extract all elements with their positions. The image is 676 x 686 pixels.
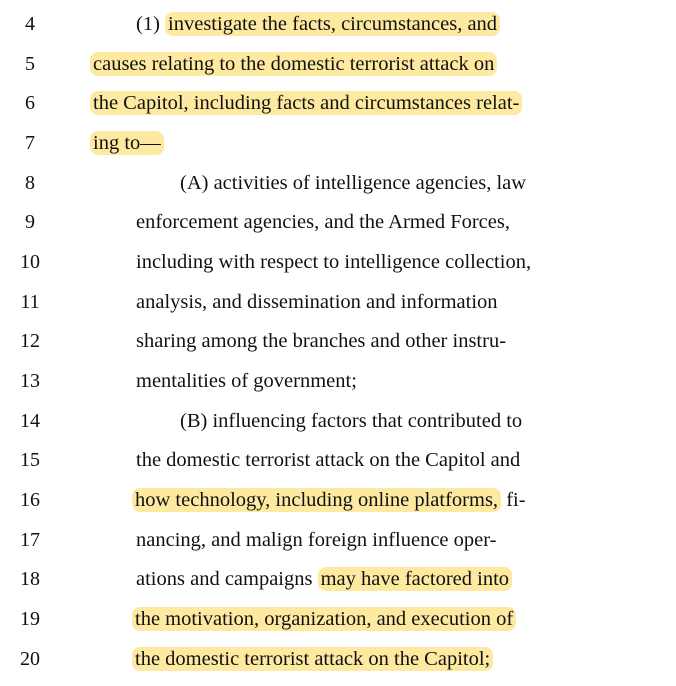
highlighted-text: causes relating to the domestic terrorist attack on — [90, 52, 497, 76]
text-line: nancing, and malign foreign influence oper- — [136, 529, 497, 551]
highlighted-text: the domestic terrorist attack on the Capitol; — [132, 647, 493, 671]
highlighted-text: how technology, including online platforms, — [132, 488, 501, 512]
text-line: analysis, and dissemination and information — [136, 291, 498, 313]
line-number: 9 — [25, 211, 35, 233]
line-number: 4 — [25, 13, 35, 35]
line-number: 16 — [20, 489, 40, 511]
line-number: 13 — [20, 370, 40, 392]
line-number: 20 — [20, 648, 40, 670]
line-number: 17 — [20, 529, 40, 551]
text-segment: (1) — [136, 13, 166, 35]
line-number: 19 — [20, 608, 40, 630]
line-number: 15 — [20, 449, 40, 471]
text-line: (A) activities of intelligence agencies, law — [180, 172, 527, 194]
line-number: 8 — [25, 172, 35, 194]
line-number: 5 — [25, 53, 35, 75]
text-line — [132, 645, 493, 673]
text-segment: fi- — [501, 489, 526, 511]
text-line: sharing among the branches and other instru- — [136, 330, 507, 352]
line-number: 10 — [20, 251, 40, 273]
text-line — [90, 89, 522, 117]
text-segment: ations and campaigns — [136, 568, 318, 590]
text-line: the domestic terrorist attack on the Capitol and — [136, 449, 521, 471]
text-line — [132, 486, 526, 514]
text-line: including with respect to intelligence collection, — [136, 251, 532, 273]
line-number: 14 — [20, 410, 40, 432]
highlighted-text: the Capitol, including facts and circumstances relat- — [90, 91, 522, 115]
text-line — [90, 50, 497, 78]
line-number: 7 — [25, 132, 35, 154]
line-number: 11 — [20, 291, 40, 313]
highlighted-text: investigate the facts, circumstances, and — [165, 12, 500, 36]
highlighted-text: the motivation, organization, and execution of — [132, 607, 516, 631]
line-number: 6 — [25, 92, 35, 114]
text-line: mentalities of government; — [136, 370, 357, 392]
text-line — [90, 129, 164, 157]
highlighted-text: may have factored into — [318, 567, 512, 591]
text-line: enforcement agencies, and the Armed Forces, — [136, 211, 510, 233]
text-line — [132, 605, 516, 633]
text-line — [136, 10, 500, 38]
line-number: 18 — [20, 568, 40, 590]
text-line — [136, 565, 512, 593]
highlighted-text: ing to— — [90, 131, 164, 155]
text-line: (B) influencing factors that contributed to — [180, 410, 523, 432]
line-number: 12 — [20, 330, 40, 352]
